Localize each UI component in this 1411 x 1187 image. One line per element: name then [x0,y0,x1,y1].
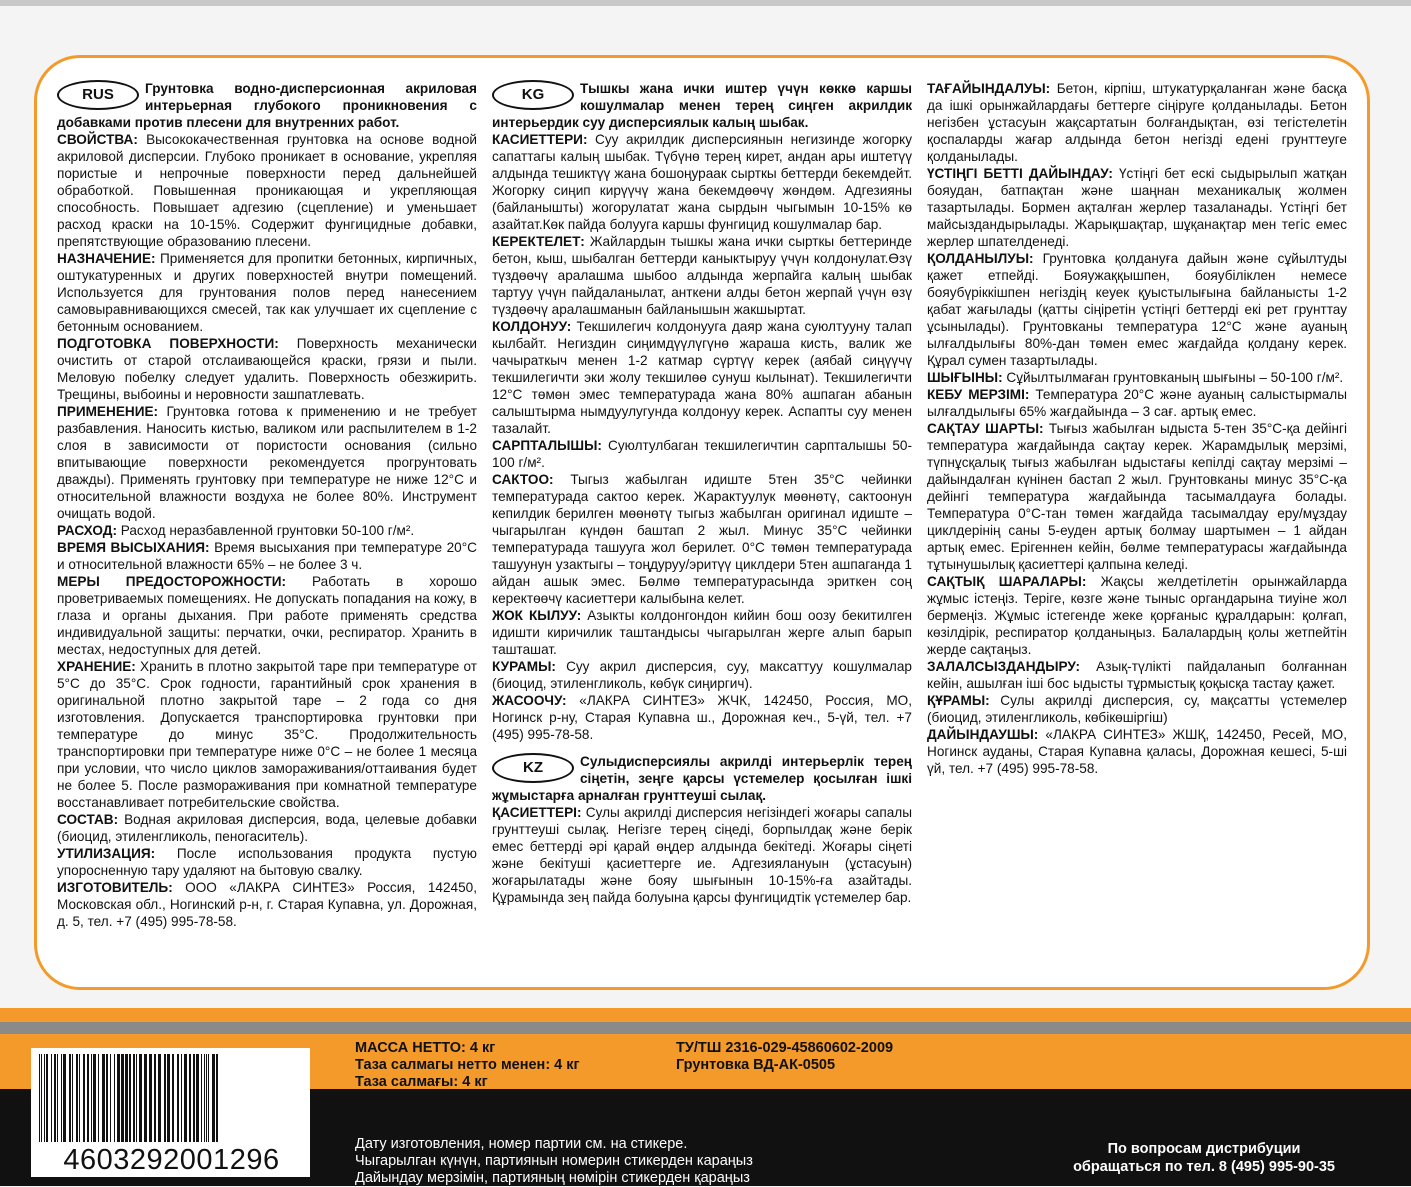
kz-section-heading: ЗАЛАЛСЫЗДАНДЫРУ: [927,659,1081,674]
kg-section-heading: САРПТАЛЫШЫ: [492,438,602,453]
kz-section-text: Сулы акрилді дисперсия, су, мақсатты үстемелер (биоцид, этиленгликоль, көбікөшіргіш) [927,693,1347,725]
rus-section-heading: РАСХОД: [57,523,117,538]
net-mass-block [355,1040,580,1091]
kz-section [927,573,1347,658]
rus-section-text: ООО «ЛАКРА СИНТЕЗ» Россия, 142450, Московская обл., Ногинский р-н, г. Старая Купавна, ул. Дорожная, д. 5, тел. +7 (495) 995-78-58. [57,880,477,929]
kg-section [492,607,912,658]
rus-section-text: После использования продукта пустую упоросненную тару удаляют на бытовую свалку. [57,846,477,878]
kz-sections [927,80,1347,777]
rus-title-block [57,80,477,131]
date-note-line: Дайындау мерзімін, партияның нөмірін стикерден қараңыз [355,1170,750,1186]
rus-section [57,403,477,522]
rus-section-heading: ПОДГОТОВКА ПОВЕРХНОСТИ: [57,336,279,351]
column-rus [57,80,477,930]
kz-section [927,420,1347,573]
barcode-bar [106,1054,108,1142]
rus-section-text: Расход неразбавленной грунтовки 50-100 г/м². [116,523,415,538]
kz-section-text: Тығыз жабылған ыдыста 5-тен 35°С-қа дейінгі температура жағдайында сақтау керек. Жарамдылық мерзімі, түпнұсқалық тығыз жабылған ыдыстағы кепілді сақтау мерзімі – дайындалған күнінен бастап 2 жыл. Грунтовканы минус 35°С-қа дейінгі температура жағдайында тасымалдауға болады. Температура 0°С-тан төмен жағдайда тасымалдау еру/мұздау циклдерінің саны 5-еуден артық болмау шартымен – 1 айдан артық емес. Ерігеннен кейін, бөлме температурасы жағдайында тұтынушылық қасиеттері қалпына келеді. [927,421,1347,572]
kz-section-heading: ДАЙЫНДАУШЫ: [927,727,1039,742]
kz-section [927,165,1347,250]
barcode-bar [167,1054,170,1142]
rus-section [57,845,477,879]
rus-section-heading: УТИЛИЗАЦИЯ: [57,846,156,861]
rus-section-text: Грунтовка готова к применению и не требует разбавления. Наносить кистью, валиком или распылителем в 1-2 слоя в зависимости от пористости основания (сильно впитывающие поверхности рекомендуется прогрунтовать дважды). Применять грунтовку при температуре не ниже 12°С и относительной влажности воздуха не более 80%. Инструмент очищать водой. [57,404,477,521]
kg-section-heading: КУРАМЫ: [492,659,556,674]
kz-section-text: Сұйылтылмаған грунтовканың шығыны – 50-100 г/м². [1002,370,1344,385]
barcode-bar [177,1054,179,1142]
rus-section-text: Применяется для пропитки бетонных, кирпичных, оштукатуренных и других поверхностей внутри помещений. Используется для грунтования полов перед нанесением самовыравнивающихся смесей, так как улучшает их сцепление с бетонным основанием. [57,251,477,334]
standard-spec-line: Грунтовка ВД-АК-0505 [676,1057,836,1073]
barcode-bar [57,1054,58,1142]
barcode-bar [98,1054,99,1142]
rus-section [57,250,477,335]
barcode-bar [193,1054,195,1142]
rus-section-heading: ХРАНЕНИЕ: [57,659,136,674]
barcode-bar [91,1054,92,1142]
kz-section-heading: ҮСТІҢГІ БЕТТІ ДАЙЫНДАУ: [927,166,1113,181]
rus-section-text: Время высыхания при температуре 20°С и относительной влажности 65% – не более 3 ч. [57,540,477,572]
kg-section-text: «ЛАКРА СИНТЕЗ» ЖЧК, 142450, Россия, МО, Ногинск р-ну, Старая Купавна ш., Дорожная кеч., 5-үй, тел. +7 (495) 995-78-58. [492,693,912,742]
kz-section [927,386,1347,420]
kg-section [492,437,912,471]
barcode-bar [76,1054,78,1142]
rus-section [57,131,477,250]
rus-sections [57,131,477,930]
distribution-line: По вопросам дистрибуции [1107,1141,1301,1157]
barcode-bar [46,1054,48,1142]
barcode-bar [144,1054,147,1142]
rus-section-heading: СВОЙСТВА: [57,132,138,147]
barcode-bar [181,1054,182,1142]
net-mass-line: Таза салмағы: 4 кг [355,1074,488,1090]
rus-section-text: Работать в хорошо проветриваемых помещениях. Не допускать попадания на кожу, в глаза и органы дыхания. При работе применять средства индивидуальной защиты: перчатки, очки, респиратор. Хранить в местах, недоступных для детей. [57,574,477,657]
kg-section-text: Суюлтулбаган текшилегичтин сарпталышы 50-100 г/м². [492,438,912,470]
net-mass-line: МАССА НЕТТО: 4 кг [355,1040,496,1056]
barcode-bar [149,1054,152,1142]
kg-section-heading: КОЛДОНУУ: [492,319,572,334]
kz-section-text: Азық-түлікті пайдаланып болғаннан кейін, ашылған іші бос ыдысты тұрмыстық қоқысқа тастау қажет. [927,659,1347,691]
barcode-bar [87,1054,89,1142]
barcode-bar [204,1054,205,1142]
rus-section [57,522,477,539]
kz-section-first [492,804,912,906]
barcode-bar [139,1054,142,1142]
rus-section-heading: ПРИМЕНЕНИЕ: [57,404,159,419]
standard-spec-block [676,1040,893,1074]
barcode-bar [133,1054,135,1142]
barcode-bar [69,1054,71,1142]
barcode-bar [125,1054,128,1142]
production-date-note [355,1136,753,1187]
rus-title: Грунтовка водно-дисперсионная акриловая интерьерная глубокого проникновения с добавками против плесени для внутренних работ. [57,81,477,130]
barcode-bar [189,1054,191,1142]
barcode-bar [79,1054,80,1142]
column-kz [927,80,1347,777]
kz-section-heading: КЕБУ МЕРЗІМІ: [927,387,1030,402]
kz-section-heading: ТАҒАЙЫНДАЛУЫ: [927,81,1051,96]
kg-sections [492,131,912,743]
kz-title-block [492,753,912,804]
top-stripe [0,0,1411,6]
barcode-bar [216,1054,218,1142]
kg-section [492,471,912,607]
distribution-line: обращаться по тел. 8 (495) 995-90-35 [1073,1159,1335,1175]
kg-section-text: Текшилегич колдонууга даяр жана суюлтууну талап кылбайт. Негиздин сиңимдүүлүгүнө жараша кисть, валик же чачыраткыч менен 1-2 катмар сүртүү керек (аябай сиңүүчү текшилегичти эки жолу текшилөө сунуш кылынат). Текшилегичти 12°С төмөн эмес температурада жана 80% ашпаган абанын салыштырма нымдуулугунда колдонуу керек. Аспапты суу менен тазалайт. [492,319,912,436]
rus-section [57,879,477,930]
kz-section-text: «ЛАКРА СИНТЕЗ» ЖШҚ, 142450, Ресей, МО, Ногинск ауданы, Старая Купавна қаласы, Дорожная кешесі, 5-ші үй, тел. +7 (495) 995-78-58. [927,727,1347,776]
rus-section-heading: ВРЕМЯ ВЫСЫХАНИЯ: [57,540,210,555]
date-note-line: Дату изготовления, номер партии см. на стикере. [355,1136,688,1152]
barcode-bar [117,1054,120,1142]
kg-section [492,233,912,318]
rus-section-text: Высококачественная грунтовка на основе водной акриловой дисперсии. Глубоко проникает в основание, укрепляя пористые и непрочные поверхности перед дальнейшей обработкой. Повышенная проникающая и укрепляющая способность. Повышает адгезию (сцепление) и уменьшает расход краски на 10-15%. Содержит фунгицидные добавки, препятствующие образованию плесени. [57,132,477,249]
barcode-bar [51,1054,52,1142]
barcode-bar [158,1054,161,1142]
kg-section-heading: КЕРЕКТЕЛЕТ: [492,234,585,249]
barcode-bar [136,1054,137,1142]
standard-spec-line: ТУ/ТШ 2316-029-45860602-2009 [676,1040,894,1056]
rus-section-text: Хранить в плотно закрытой таре при температуре от 5°С до 35°С. Срок годности, гарантийный срок хранения в оригинальной плотно закрытой таре – 2 года со дня изготовления. Допускается транспортировка грунтовки при температуре до минус 35°С. Продолжительность транспортировки при температуре ниже 0°С – не более 1 месяца при условии, что число циклов замораживания/оттаивания будет не более 5. После размораживания при комнатной температуре восстанавливает потребительские свойства. [57,659,477,810]
kg-section [492,131,912,233]
barcode-bar [63,1054,66,1142]
kz-section-heading: ҚОЛДАНЫЛУЫ: [927,251,1034,266]
rus-section-heading: НАЗНАЧЕНИЕ: [57,251,156,266]
kg-title-block [492,80,912,131]
kg-section [492,692,912,743]
barcode-bar [83,1054,85,1142]
distribution-contact [1073,1140,1335,1176]
barcode-bar [206,1054,207,1142]
kz-section [927,658,1347,692]
barcode-bars-icon [37,1054,304,1146]
kg-section-heading: ЖОК КЫЛУУ: [492,608,582,623]
kg-section-text: Жайлардын тышкы жана ички сырткы беттеринде бетон, кыш, шыбалган беттерди каныктыруу үчүн колдонулат.Өзү түздөөчү аралашма шыбоо алдында жерпайга калың шыбак тартуу үчүн пайдаланылат, анткени алды бетон жерпай үчүн өзү түздөөчү аралашманын байланышын жакшыртат. [492,234,912,317]
barcode-bar [41,1054,42,1142]
rus-section-heading: МЕРЫ ПРЕДОСТОРОЖНОСТИ: [57,574,287,589]
barcode-bar [201,1054,202,1142]
rus-section [57,335,477,403]
kz-section-text: Бетон, кірпіш, штукатурқаланған және басқа да ішкі орынжайлардағы беттерге сіңіруге қолданылады. Бетон негізбен ұстасуын жақсартатын болғандықтан, өзі тегістелетін қоспаларды жағар алдында бетон негізді едені грунттеуге қолданылады. [927,81,1347,164]
date-note-line: Чыгарылган күнүн, партиянын номерин стикерден караңыз [355,1153,753,1169]
kz-section-heading: ҚҰРАМЫ: [927,693,990,708]
barcode-bar [93,1054,96,1142]
kg-section-text: Суу акрилдик дисперсиянын негизинде жогорку сапаттагы калың шыбак. Түбүнө терең кирет, андан ары иштетүү алдында тешиктүү жана бошоңураак сырткы беттерди бекемдейт. Жогорку сиңип кирүүчү жана бекемдөөчү жөндөм. Адгезияны (байланышты) жогорулатат жана сырдын чыгымын 10-15% кө азайтат.Көк пайда болууга каршы фунгицид кошулмалар бар. [492,132,912,232]
kz-first-text: Сулы акрилді дисперсия негізіндегі жоғары сапалы грунттеуші сылақ. Негізге терең сіңеді, борпылдақ және берік емес беттерді әрі қарай өңдер алдында бекітеді. Жоғары сіңеті және бекітуші қасиеттерге ие. Адгезиялануын (ұстасуын) жоғарылатады және бояу шығынын 10-15%-ға азайтады. Құрамында зең пайда болуына қарсы фунгицидтік үстемелер бар. [492,805,912,905]
kz-section [927,726,1347,777]
footer-orange-stripe [0,1008,1411,1022]
kg-section-heading: САКТОО: [492,472,554,487]
barcode-bar [212,1054,215,1142]
kg-section-text: Тыгыз жабылган идиште 5тен 35°С чейинки температурада сактоо керек. Жарактуулук мөөнөтү, сактоонун кепилдик берилген мөөнөтү тыгыз жабылган оригинал идиште – чыгарылган күндөн баштап 2 жыл. Минус 35°С чейинки температурада ташууга жол берилет. 0°С төмөн температурада ташуунун узактыгы – тоңдуруу/эритүү циклдери 5тен ашпаганда 1 айдан ашык эмес. Бөлмө температурасында эриткен соң керектөөчү касиеттери калыбына келет. [492,472,912,606]
kz-section [927,369,1347,386]
rus-section-heading: ИЗГОТОВИТЕЛЬ: [57,880,173,895]
barcode-bar [72,1054,73,1142]
rus-section [57,811,477,845]
kg-section-heading: ЖАСООЧУ: [492,693,567,708]
rus-section [57,573,477,658]
rus-section [57,658,477,811]
barcode-bar [129,1054,131,1142]
rus-section-text: Водная акриловая дисперсия, вода, целевые добавки (биоцид, этиленгликоль, пеногаситель). [57,812,477,844]
kg-section [492,318,912,437]
kz-section-text: Температура 20°С және ауаның салыстырмалы ылғалдылығы 65% жағдайында – 3 сағ. артық емес. [927,387,1347,419]
kz-section-text: Жақсы желдетілетін орынжайларда жұмыс істеңіз. Теріге, көзге және тыныс органдарына тиуіне жол бермеңіз. Жұмыс істегенде жеке қорғаныс құралдарын: қолғап, көзілдірік, респиратор қолданыңыз. Балалардың қолы жетпейтін жерде сақтаңыз. [927,574,1348,657]
barcode-bar [196,1054,199,1142]
kz-section [927,80,1347,165]
kz-section [927,250,1347,369]
barcode-bar [39,1054,40,1142]
kg-section-heading: КАСИЕТТЕРИ: [492,132,588,147]
kz-title: Сулыдисперсиялы акрилді интерьерлік терең сіңетін, зеңге қарсы үстемелер қосылған ішкі жұмыстарға арналған грунттеуші сылақ. [492,754,912,803]
kz-first-heading: ҚАСИЕТТЕРІ: [492,805,582,820]
barcode-bar [61,1054,62,1142]
lang-tag-rus: RUS [57,80,139,110]
barcode-bar [44,1054,45,1142]
barcode-bar [172,1054,174,1142]
kz-section-heading: ШЫҒЫНЫ: [927,370,1003,385]
barcode-bar [110,1054,111,1142]
barcode-bar [102,1054,105,1142]
kg-title: Тышкы жана ички иштер үчүн көккө каршы кошулмалар менен терең сиңген акрилдик интерьердик суу дисперсиялык калың шыбак. [492,81,912,130]
rus-section-heading: СОСТАВ: [57,812,119,827]
footer-grey-stripe [0,1022,1411,1034]
barcode-bar [114,1054,115,1142]
barcode-bar [184,1054,187,1142]
kg-section-text: Суу акрил дисперсия, суу, максаттуу кошулмалар (биоцид, этиленгликоль, көбүк сиңиргич). [492,659,912,691]
kz-section-text: Үстіңгі бет ескі сыдырылып жатқан бояудан, батпақтан және шаңнан механикалық жолмен тазартылады. Бормен ақталған жерлер тазаланады. Үстіңгі бет майсыздандырылады. Жарықшақтар, шұқанақтар мен тегіс емес жерлер шпателденеді. [927,166,1348,249]
rus-section [57,539,477,573]
kg-section [492,658,912,692]
barcode-bar [208,1054,209,1142]
lang-tag-kg: KG [492,80,574,110]
kz-section-heading: САҚТАУ ШАРТЫ: [927,421,1044,436]
kg-section-text: Азыкты колдонгондон кийин бош оозу бекитилген идишти киричилик таштандысы чыгарылган жерге алып барып ташташат. [492,608,913,657]
kz-section-text: Грунтовка қолдануға дайын және сұйылтуды қажет етпейді. Бояужаққышпен, бояубіліклен немесе бояубүріккішпен негіздің кеуек қуыстылығына байланысты 1-2 қабат жағылады (қатты сіңіретін үстіңгі беттерді екі рет грунттау ұсынылады). Грунтовканы температура 12°С және ауаның ылғалдылығы 80%-дан төмен емес жағдайда қолдану керек. Құрал сумен тазартылады. [927,251,1347,368]
barcode-bar [154,1054,156,1142]
barcode-bar [121,1054,124,1142]
lang-tag-kz: KZ [492,753,574,783]
kz-section-heading: САҚТЫҚ ШАРАЛАРЫ: [927,574,1087,589]
kz-section [927,692,1347,726]
barcode-number: 4603292001296 [63,1144,280,1176]
net-mass-line: Таза салмагы нетто менен: 4 кг [355,1057,580,1073]
column-kg [492,80,912,906]
barcode-bar [164,1054,166,1142]
barcode-bar [54,1054,56,1142]
barcode [31,1048,310,1177]
rus-section-text: Поверхность механически очистить от старой отслаивающейся краски, грязи и пыли. Меловую побелку следует удалить. Поверхность обезжирить. Трещины, выбоины и неровности зашпатлевать. [57,336,477,402]
label-text-panel [34,55,1370,990]
